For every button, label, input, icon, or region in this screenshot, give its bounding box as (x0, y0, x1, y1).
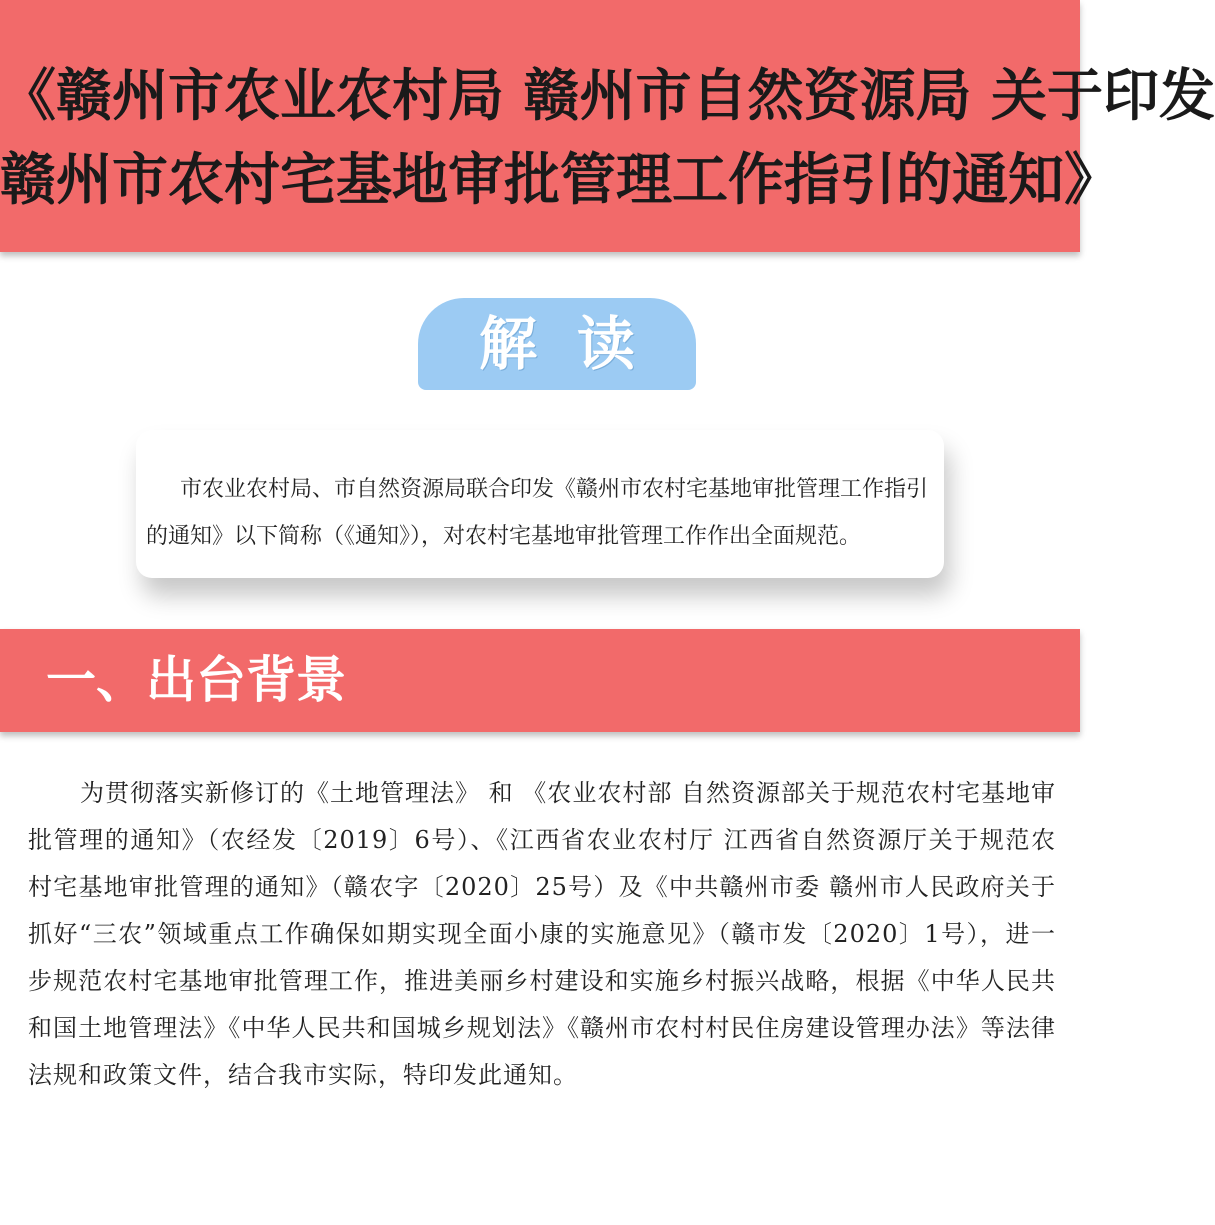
title-banner (0, 0, 1215, 252)
interpretation-badge (418, 298, 696, 390)
section-title: 一、出台背景 (46, 651, 346, 709)
document-title-line-2: 赣州市农村宅基地审批管理工作指引的通知》 (0, 148, 1120, 213)
section-banner (0, 629, 1080, 732)
summary-card (136, 430, 944, 578)
summary-text: 市农业农村局、市自然资源局联合印发《赣州市农村宅基地审批管理工作指引的通知》以下简称（《通知》），对农村宅基地审批管理工作作出全面规范。 (146, 477, 929, 549)
interpretation-badge-label: 解读 (478, 310, 675, 378)
section-body-paragraph: 为贯彻落实新修订的《土地管理法》 和 《农业农村部 自然资源部关于规范农村宅基地审批管理的通知》（农经发〔2019〕6号）、《江西省农业农村厅 江西省自然资源厅关于规范农村宅基地审批管理的通知》（赣农字〔2020〕25号）及《中共赣州市委 赣州市人民政府关于抓好“三农”领域重点工作确保如期实现全面小康的实施意见》（赣市发〔2020〕1号），进一步规范农村宅基地审批管理工作，推进美丽乡村建设和实施乡村振兴战略，根据《中华人民共和国土地管理法》《中华人民共和国城乡规划法》《赣州市农村村民住房建设管理办法》等法律法规和政策文件，结合我市实际，特印发此通知。 (28, 779, 1056, 1089)
document-title-line-1: 《赣州市农业农村局 赣州市自然资源局 关于印发 (0, 64, 1215, 129)
